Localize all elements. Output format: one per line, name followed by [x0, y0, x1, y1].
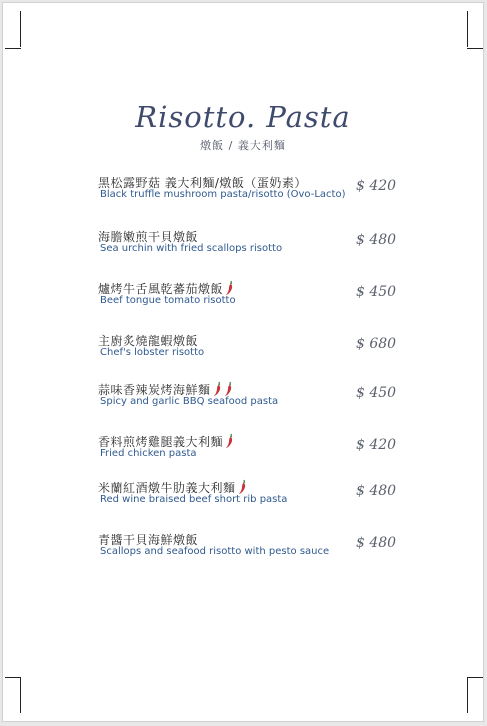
- dish-price: $ 480: [356, 232, 397, 248]
- crop-mark: [467, 677, 483, 678]
- crop-mark: [467, 677, 468, 713]
- dish-name-en: Beef tongue tomato risotto: [100, 295, 236, 306]
- dish-name-en: Fried chicken pasta: [100, 448, 197, 459]
- menu-item: [98, 280, 458, 316]
- dish-name-zh: 香料煎烤雞腿義大利麵: [98, 433, 234, 452]
- dish-price: $ 420: [356, 178, 397, 194]
- menu-item: [98, 531, 458, 567]
- crop-mark: [20, 677, 21, 713]
- dish-name-en: Spicy and garlic BBQ seafood pasta: [100, 396, 279, 407]
- dish-price: $ 450: [356, 284, 397, 300]
- menu-item: [98, 332, 458, 368]
- dish-name-en: Black truffle mushroom pasta/risotto (Ovo-Lacto): [100, 189, 346, 200]
- crop-mark: [467, 11, 468, 47]
- dish-name-en: Sea urchin with fried scallops risotto: [100, 243, 283, 254]
- page-title: Risotto. Pasta: [135, 100, 351, 134]
- dish-name-zh: 海膽嫩煎干貝燉飯: [98, 230, 199, 244]
- dish-name-en: Chef's lobster risotto: [100, 347, 205, 358]
- menu-item: [98, 479, 458, 515]
- dish-price: $ 480: [356, 535, 397, 551]
- menu-item: [98, 433, 458, 469]
- crop-mark: [467, 48, 483, 49]
- dish-price: $ 680: [356, 336, 397, 352]
- chili-pepper-icon: [225, 433, 234, 452]
- crop-mark: [5, 677, 21, 678]
- menu-page: [2, 2, 484, 722]
- dish-name-zh: 青醬干貝海鮮燉飯: [98, 533, 199, 547]
- dish-name-en: Scallops and seafood risotto with pesto sauce: [100, 546, 330, 557]
- menu-item: [98, 228, 458, 264]
- page-subtitle: 燉飯 / 義大利麵: [200, 139, 286, 152]
- dish-price: $ 450: [356, 385, 397, 401]
- dish-name-zh: 米蘭紅酒燉牛肋義大利麵: [98, 479, 247, 498]
- dish-price: $ 420: [356, 437, 397, 453]
- menu-item: [98, 381, 458, 417]
- dish-name-zh: 黑松露野菇 義大利麵/燉飯（蛋奶素）: [98, 176, 307, 190]
- dish-name-zh: 爐烤牛舌風乾蕃茄燉飯: [98, 280, 234, 299]
- menu-header: [3, 100, 483, 134]
- dish-name-en: Red wine braised beef short rib pasta: [100, 494, 288, 505]
- dish-name-zh: 蒜味香辣炭烤海鮮麵: [98, 381, 233, 400]
- dish-price: $ 480: [356, 483, 397, 499]
- dish-name-zh: 主廚炙燒龍蝦燉飯: [98, 334, 199, 348]
- menu-item: [98, 174, 458, 210]
- crop-mark: [20, 11, 21, 47]
- crop-mark: [5, 48, 21, 49]
